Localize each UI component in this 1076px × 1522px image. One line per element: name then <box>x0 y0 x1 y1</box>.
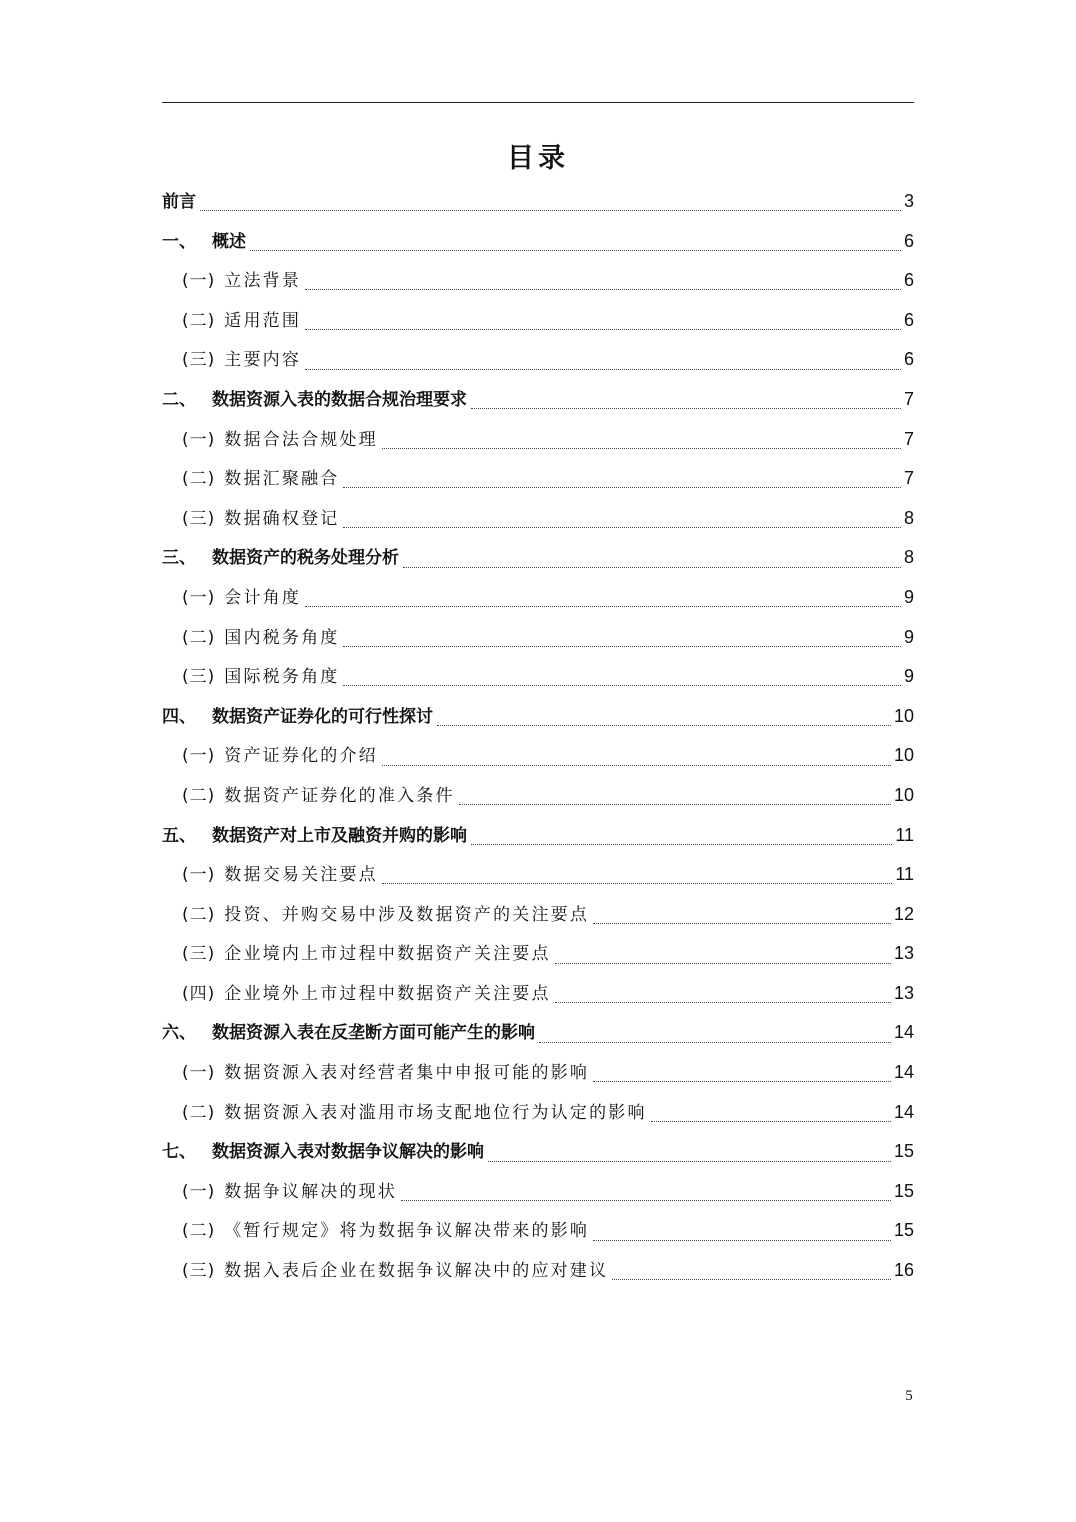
dot-leader <box>593 1081 891 1082</box>
dot-leader <box>539 1042 891 1043</box>
toc-entry-label: 投资、并购交易中涉及数据资产的关注要点 <box>224 904 590 925</box>
toc-entry-label: 企业境内上市过程中数据资产关注要点 <box>224 944 551 965</box>
dot-leader <box>612 1279 891 1280</box>
dot-leader <box>382 448 901 449</box>
toc-entry-number: (二) <box>182 904 216 925</box>
dot-leader <box>437 725 891 726</box>
toc-entry-section[interactable] <box>162 1211 914 1251</box>
toc-entry-page: 15 <box>893 1220 914 1241</box>
toc-entry-number: (一) <box>182 865 216 886</box>
toc-entry-page: 6 <box>903 230 914 251</box>
toc-entry-page: 13 <box>893 982 914 1003</box>
toc-entry-chapter[interactable] <box>162 1132 914 1172</box>
toc-entry-section[interactable] <box>162 736 914 776</box>
dot-leader <box>651 1121 891 1122</box>
table-of-contents <box>162 182 914 1291</box>
toc-entry-number: (三) <box>182 1261 216 1282</box>
dot-leader <box>459 804 891 805</box>
toc-entry-number: (二) <box>182 310 216 331</box>
toc-entry-page: 12 <box>893 903 914 924</box>
toc-entry-page: 7 <box>903 428 914 449</box>
dot-leader <box>555 1002 891 1003</box>
toc-entry-number: 三、 <box>162 548 196 569</box>
dot-leader <box>305 329 901 330</box>
toc-entry-page: 14 <box>893 1062 914 1083</box>
toc-title: 目录 <box>507 143 569 174</box>
toc-entry-label: 数据资源入表在反垄断方面可能产生的影响 <box>212 1023 535 1044</box>
toc-entry-number: (一) <box>182 271 216 292</box>
toc-entry-label: 国内税务角度 <box>224 627 340 648</box>
toc-entry-number: (一) <box>182 1181 216 1202</box>
toc-entry-page: 8 <box>903 547 914 568</box>
toc-entry-section[interactable] <box>162 301 914 341</box>
dot-leader <box>200 210 901 211</box>
toc-entry-section[interactable] <box>162 420 914 460</box>
toc-entry-label: 国际税务角度 <box>224 667 340 688</box>
toc-entry-section[interactable] <box>162 261 914 301</box>
toc-entry-number: 六、 <box>162 1023 196 1044</box>
toc-entry-label: 资产证券化的介绍 <box>224 746 378 767</box>
toc-entry-section[interactable] <box>162 1251 914 1291</box>
toc-entry-label: 数据资产证券化的可行性探讨 <box>212 706 433 727</box>
toc-entry-page: 15 <box>893 1141 914 1162</box>
toc-entry-number: 四、 <box>162 706 196 727</box>
toc-entry-page: 10 <box>893 784 914 805</box>
toc-entry-section[interactable] <box>162 1093 914 1133</box>
toc-entry-number: (二) <box>182 469 216 490</box>
toc-entry-page: 3 <box>903 191 914 211</box>
dot-leader <box>488 1161 891 1162</box>
dot-leader <box>343 646 901 647</box>
toc-entry-page: 6 <box>903 309 914 330</box>
toc-entry-page: 11 <box>895 864 914 885</box>
toc-entry-number: (一) <box>182 587 216 608</box>
toc-entry-section[interactable] <box>162 657 914 697</box>
toc-entry-number: (三) <box>182 350 216 371</box>
toc-entry-page: 7 <box>903 388 914 409</box>
dot-leader <box>382 765 891 766</box>
dot-leader <box>593 923 891 924</box>
toc-entry-page: 15 <box>893 1180 914 1201</box>
toc-entry-number: (三) <box>182 944 216 965</box>
toc-entry-chapter[interactable] <box>162 380 914 420</box>
dot-leader <box>305 369 901 370</box>
dot-leader <box>471 408 901 409</box>
toc-entry-number: (三) <box>182 508 216 529</box>
toc-entry-label: 适用范围 <box>224 310 302 331</box>
toc-entry-section[interactable] <box>162 618 914 658</box>
toc-entry-chapter[interactable] <box>162 816 914 856</box>
toc-entry-chapter[interactable] <box>162 538 914 578</box>
toc-entry-label: 数据入表后企业在数据争议解决中的应对建议 <box>224 1261 609 1282</box>
dot-leader <box>305 606 901 607</box>
dot-leader <box>401 1200 891 1201</box>
toc-entry-section[interactable] <box>162 776 914 816</box>
dot-leader <box>343 527 901 528</box>
toc-entry-section[interactable] <box>162 1172 914 1212</box>
toc-entry-label: 数据合法合规处理 <box>224 429 378 450</box>
dot-leader <box>471 844 892 845</box>
toc-entry-page: 11 <box>895 824 914 845</box>
toc-entry-page: 8 <box>903 507 914 528</box>
toc-entry-label: 数据交易关注要点 <box>224 865 378 886</box>
toc-entry-page: 14 <box>893 1022 914 1043</box>
toc-entry-number: 五、 <box>162 825 196 846</box>
toc-entry-section[interactable] <box>162 578 914 618</box>
page-number: 5 <box>905 1388 913 1404</box>
toc-entry-page: 6 <box>903 270 914 291</box>
toc-entry-label: 数据资源入表对经营者集中申报可能的影响 <box>224 1063 590 1084</box>
toc-entry-label: 企业境外上市过程中数据资产关注要点 <box>224 983 551 1004</box>
toc-entry-page: 7 <box>903 468 914 489</box>
header-rule <box>162 102 914 103</box>
toc-entry-section[interactable] <box>162 1053 914 1093</box>
toc-entry-label: 数据汇聚融合 <box>224 469 340 490</box>
toc-entry-number: 一、 <box>162 231 196 252</box>
dot-leader <box>382 883 892 884</box>
toc-entry-page: 9 <box>903 666 914 687</box>
toc-entry-label: 前言 <box>162 192 196 212</box>
toc-entry-chapter[interactable] <box>162 697 914 737</box>
toc-entry-chapter[interactable] <box>162 222 914 262</box>
toc-entry-section[interactable] <box>162 340 914 380</box>
toc-entry-section[interactable] <box>162 895 914 935</box>
dot-leader <box>593 1240 891 1241</box>
toc-entry-label: 数据资源入表的数据合规治理要求 <box>212 389 467 410</box>
toc-entry-label: 数据资源入表对数据争议解决的影响 <box>212 1142 484 1163</box>
toc-entry-page: 10 <box>893 745 914 766</box>
toc-entry-page: 16 <box>893 1260 914 1281</box>
toc-entry-label: 数据资产证券化的准入条件 <box>224 785 455 806</box>
toc-entry-label: 数据资源入表对滥用市场支配地位行为认定的影响 <box>224 1102 647 1123</box>
toc-entry-number: (二) <box>182 785 216 806</box>
toc-entry-section[interactable] <box>162 499 914 539</box>
toc-entry-section[interactable] <box>162 934 914 974</box>
dot-leader <box>250 250 901 251</box>
toc-entry-label: 数据资产的税务处理分析 <box>212 548 399 569</box>
toc-entry-page: 10 <box>893 705 914 726</box>
toc-entry-page: 14 <box>893 1101 914 1122</box>
toc-entry-number: (一) <box>182 746 216 767</box>
toc-entry-label: 会计角度 <box>224 587 302 608</box>
toc-entry-label: 概述 <box>212 231 246 252</box>
toc-entry-label: 立法背景 <box>224 271 302 292</box>
toc-entry-chapter[interactable] <box>162 1013 914 1053</box>
toc-entry-number: (二) <box>182 1102 216 1123</box>
toc-entry-number: (二) <box>182 1221 216 1242</box>
toc-entry-number: (一) <box>182 1063 216 1084</box>
toc-entry-number: (三) <box>182 667 216 688</box>
toc-entry-number: (二) <box>182 627 216 648</box>
toc-entry-label: 主要内容 <box>224 350 302 371</box>
toc-entry-number: (一) <box>182 429 216 450</box>
toc-entry-label: 数据资产对上市及融资并购的影响 <box>212 825 467 846</box>
dot-leader <box>343 487 901 488</box>
dot-leader <box>555 963 891 964</box>
dot-leader <box>305 289 901 290</box>
toc-entry-number: 二、 <box>162 389 196 410</box>
toc-entry-page: 6 <box>903 349 914 370</box>
toc-entry-number: (四) <box>182 983 216 1004</box>
toc-entry-page: 9 <box>903 626 914 647</box>
toc-entry-label: 数据争议解决的现状 <box>224 1181 398 1202</box>
toc-entry-section[interactable] <box>162 855 914 895</box>
toc-entry-page: 9 <box>903 586 914 607</box>
toc-entry-section[interactable] <box>162 459 914 499</box>
toc-entry-section[interactable] <box>162 974 914 1014</box>
toc-entry-label: 《暂行规定》将为数据争议解决带来的影响 <box>224 1221 590 1242</box>
toc-entry-chapter[interactable] <box>162 182 914 222</box>
toc-entry-number: 七、 <box>162 1142 196 1163</box>
dot-leader <box>343 685 901 686</box>
dot-leader <box>403 567 901 568</box>
toc-entry-page: 13 <box>893 943 914 964</box>
toc-entry-label: 数据确权登记 <box>224 508 340 529</box>
